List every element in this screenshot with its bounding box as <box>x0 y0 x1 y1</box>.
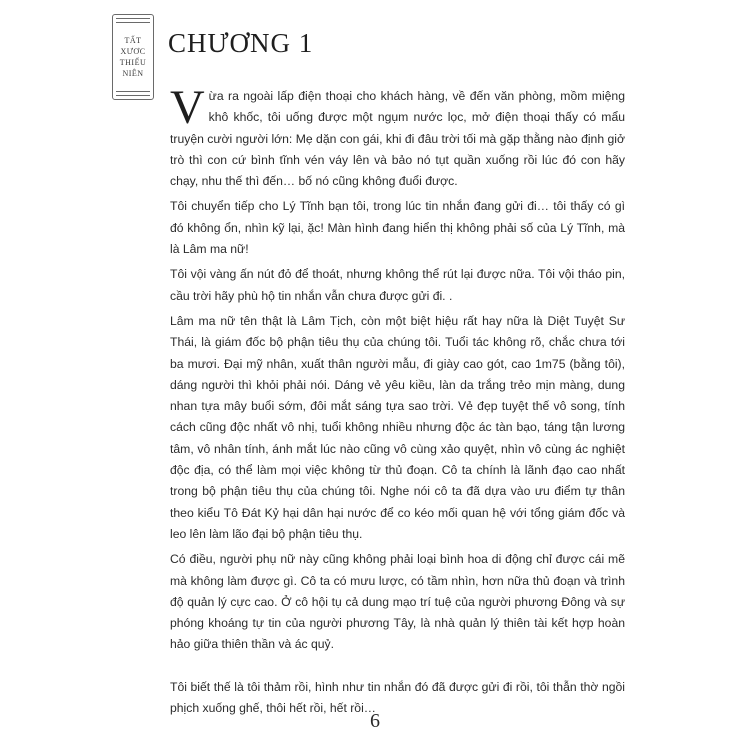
paragraph-text: ừa ra ngoài lấp điện thoại cho khách hàng, về đến văn phòng, mồm miệng khô khốc, tôi uống được một ngụm nước lọc, mở điện thoại thấy có mẩu truyện cười người lớn: Mẹ dặn con gái, khi đi đâu trời tối mà gặp thằng nào định giở trò thì con cứ bình tĩnh vén váy lên và bảo nó tụt quần xuống rồi lúc đó con hãy chạy, nhu thế thì đến… bố nó cũng không đuổi được. <box>170 89 625 189</box>
seal-line: TẤT <box>124 36 142 45</box>
drop-cap: V <box>170 81 205 134</box>
paragraph <box>170 81 625 192</box>
chapter-title: CHƯƠNG 1 <box>168 28 314 58</box>
book-title-seal <box>112 14 154 100</box>
seal-line: XƯƠC <box>120 47 146 56</box>
paragraph: Tôi biết thế là tôi thảm rồi, hình như tin nhắn đó đã được gửi đi rồi, tôi thẫn thờ ngồi phịch xuống ghế, thôi hết rồi, hết rồi… <box>170 679 625 716</box>
paragraph: Tôi vội vàng ấn nút đỏ để thoát, nhưng không thể rút lại được nữa. Tôi vội tháo pin, cầu trời hãy phù hộ tin nhắn vẫn chưa được gửi đi. . <box>170 267 625 303</box>
seal-line: NIÊN <box>122 69 144 78</box>
paragraph: Tôi chuyển tiếp cho Lý Tĩnh bạn tôi, trong lúc tin nhắn đang gửi đi… tôi thấy có gì đó không ổn, nhìn kỹ lại, ặc! Màn hình đang hiển thị không phải số của Lý Tĩnh, mà là Lâm ma nữ! <box>170 199 625 257</box>
chapter-body <box>170 81 625 719</box>
paragraph: Lâm ma nữ tên thật là Lâm Tịch, còn một biệt hiệu rất hay nữa là Diệt Tuyệt Sư Thái, là giám đốc bộ phận tiêu thụ của chúng tôi. Tuổi tác không rõ, chắc chưa tới ba mươi. Đại mỹ nhân, xuất thân người mẫu, đi giày cao gót, cao 1m75 (bằng tôi), dáng người thì khỏi phải nói. Dáng vẻ yêu kiều, làn da trắng trẻo mịn màng, dung nhan tựa mây buổi sớm, đôi mắt sáng tựa sao trời. Vẻ đẹp tuyệt thế vô song, tính cách cũng độc nhất vô nhị, tuổi không nhiều nhưng độc ác tàn bạo, táng tận lương tâm, vô nhân tính, ánh mắt lúc nào cũng vô cùng xảo quyệt, nhìn vô cùng ác nghiệt độc địa, có thể làm mọi việc không từ thủ đoạn. Cô ta chính là lãnh đạo cao nhất trong bộ phận tiêu thụ của chúng tôi. Nghe nói cô ta đã dựa vào ưu điểm tự thân theo kiểu Tô Đát Kỷ hại dân hại nước để co kéo mối quan hệ với tổng giám đốc và leo lên làm lão đại bộ phận tiêu thụ. <box>170 313 625 541</box>
page-number: 6 <box>370 710 380 732</box>
seal-line: THIẾU <box>119 58 147 67</box>
paragraph: Có điều, người phụ nữ này cũng không phải loại bình hoa di động chỉ được cái mẽ mà không làm được gì. Cô ta có mưu lược, có tầm nhìn, hơn nữa thủ đoạn và trình độ quản lý cực cao. Ở cô hội tụ cả dung mạo trí tuệ của người phương Đông và sự phóng khoáng tự tin của người phương Tây, là nhà quản lý thiên tài kết hợp hoàn hảo giữa thiên thần và ác quỷ. <box>170 552 625 652</box>
